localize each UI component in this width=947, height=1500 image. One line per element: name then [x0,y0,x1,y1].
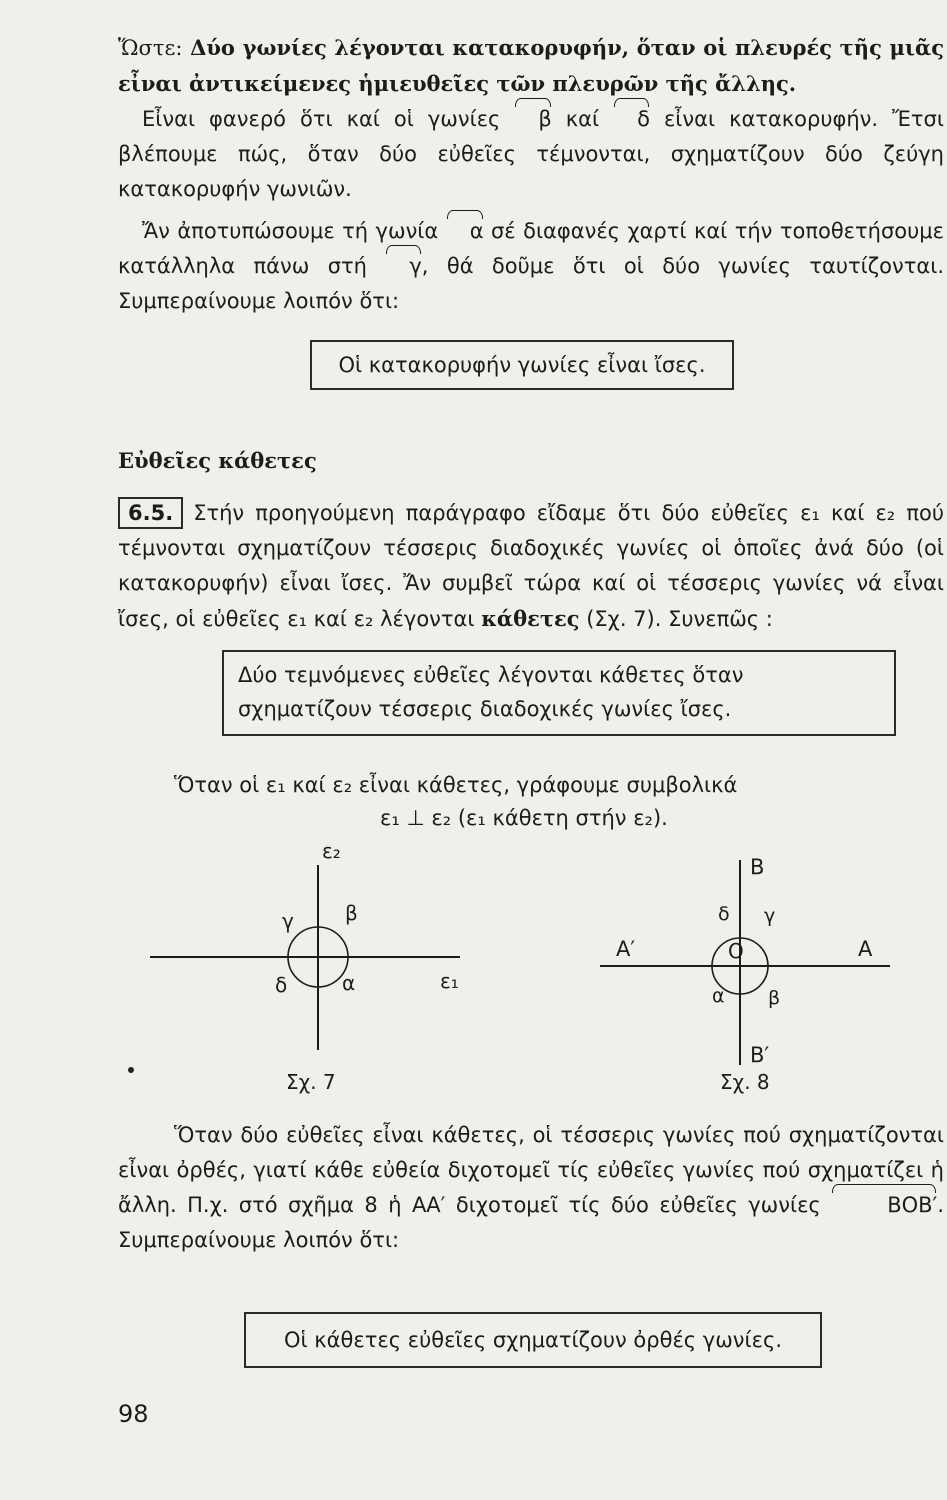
section-number: 6.5. [118,497,183,529]
label-delta: δ [275,973,288,997]
figure-7 [150,830,480,1050]
label-beta: β [345,901,358,925]
rule-text: Οἱ κάθετες εὐθεῖες σχηματίζουν ὀρθές γωνίες. [284,1328,782,1352]
text-run: , θά δοῦμε ὅτι οἱ δύο γωνίες ταυτίζονται. Συμπεραίνουμε λοιπόν ὅτι: [118,254,944,313]
term-perpendicular: κάθετες [481,606,580,631]
label-B: Β [750,855,765,879]
definition-vertical-angles [118,30,944,102]
text-run: Στήν προηγούμενη παράγραφο εἴδαμε ὅτι δύο εὐθεῖες ε₁ καί ε₂ πού τέμνονται σχηματίζουν τέσσερις διαδοχικές γωνίες οἱ ὁποῖες ἀνά δύο (οἱ κατακορυφήν) εἶναι ἴσες. Ἄν συμβεῖ τώρα καί οἱ τέσσερις γωνίες νά εἶναι ἴσες, οἱ εὐθεῖες ε₁ καί ε₂ λέγονται [118,501,944,631]
rule-box-right-angles [244,1312,822,1368]
angle-beta: β [514,102,551,137]
label-alpha: α [712,985,725,1007]
perpendicular-formula: ε₁ ⊥ ε₂ (ε₁ κάθετη στήν ε₂). [380,806,668,830]
label-gamma: γ [764,905,776,927]
rule-text: Δύο τεμνόμενες εὐθεῖες λέγονται κάθετες ὅταν σχηματίζουν τέσσερις διαδοχικές γωνίες ἴσες. [238,663,744,721]
label-O: Ο [728,939,744,963]
page-number: 98 [118,1400,149,1428]
rule-box-perpendicular-definition [222,650,896,736]
rule-text: Οἱ κατακορυφήν γωνίες εἶναι ἴσες. [338,353,706,377]
text-run: καί [551,107,614,131]
label-gamma: γ [282,909,294,933]
label-delta: δ [718,903,730,925]
paragraph-vertical-pairs [118,102,944,207]
figure-7-caption: Σχ. 7 [286,1070,336,1094]
text-run: Ἄν ἀποτυπώσουμε τή γωνία [142,219,446,243]
section-6-5-paragraph [118,496,944,637]
text-run: . Συμπεραίνουμε λοιπόν ὅτι: [118,1193,944,1252]
label-e2: ε₂ [322,839,341,863]
text-run: Ὅταν δύο εὐθεῖες εἶναι κάθετες, οἱ τέσσερις γωνίες πού σχηματίζονται εἶναι ὀρθές, γιατί κάθε εὐθεία διχοτομεῖ τίς εὐθεῖες γωνίες πού σχηματίζει ἡ ἄλλη. Π.χ. στό σχῆμα 8 ἡ ΑΑ′ διχοτομεῖ τίς δύο εὐθεῖες γωνίες [118,1123,944,1217]
print-speck [128,1067,134,1073]
text-run: Εἶναι φανερό ὅτι καί οἱ γωνίες [142,107,515,131]
text-run: (Σχ. 7). Συνεπῶς : [579,607,773,631]
angle-alpha: α [446,214,484,249]
label-A-prime: Α′ [616,937,636,961]
label-A: Α [858,937,873,961]
figure-8 [600,840,900,1070]
label-e1: ε₁ [440,969,459,993]
paragraph-transparent-paper [118,214,944,319]
symbolic-line: Ὅταν οἱ ε₁ καί ε₂ εἶναι κάθετες, γράφουμε συμβολικά [174,773,738,797]
angle-delta: δ [613,102,650,137]
definition-text: Δύο γωνίες λέγονται κατακορυφήν, ὅταν οἱ πλευρές τῆς μιᾶς εἶναι ἀντικείμενες ἡμιευθεῖες τῶν πλευρῶν τῆς ἄλλης. [118,35,944,96]
label-beta: β [768,987,781,1009]
angle-BOB-prime: ΒΟΒ′ [831,1188,937,1223]
rule-box-vertical-angles-equal [310,340,734,390]
text-run: εἶναι κατακορυφήν. Ἔτσι βλέπουμε πώς, ὅταν δύο εὐθεῖες τέμνονται, σχηματίζουν δύο ζεύγη κατακορυφήν γωνιῶν. [118,107,944,201]
figure-8-caption: Σχ. 8 [720,1070,770,1094]
angle-gamma: γ [385,249,421,284]
text-run: σέ διαφανές χαρτί καί τήν τοποθετήσουμε κατάλληλα πάνω στή [118,219,945,278]
label-B-prime: Β′ [750,1043,770,1067]
paragraph-right-angles [118,1118,944,1258]
section-heading: Εὐθεῖες κάθετες [118,448,317,473]
lead-word: Ὥστε: [118,36,183,60]
label-alpha: α [342,971,356,995]
